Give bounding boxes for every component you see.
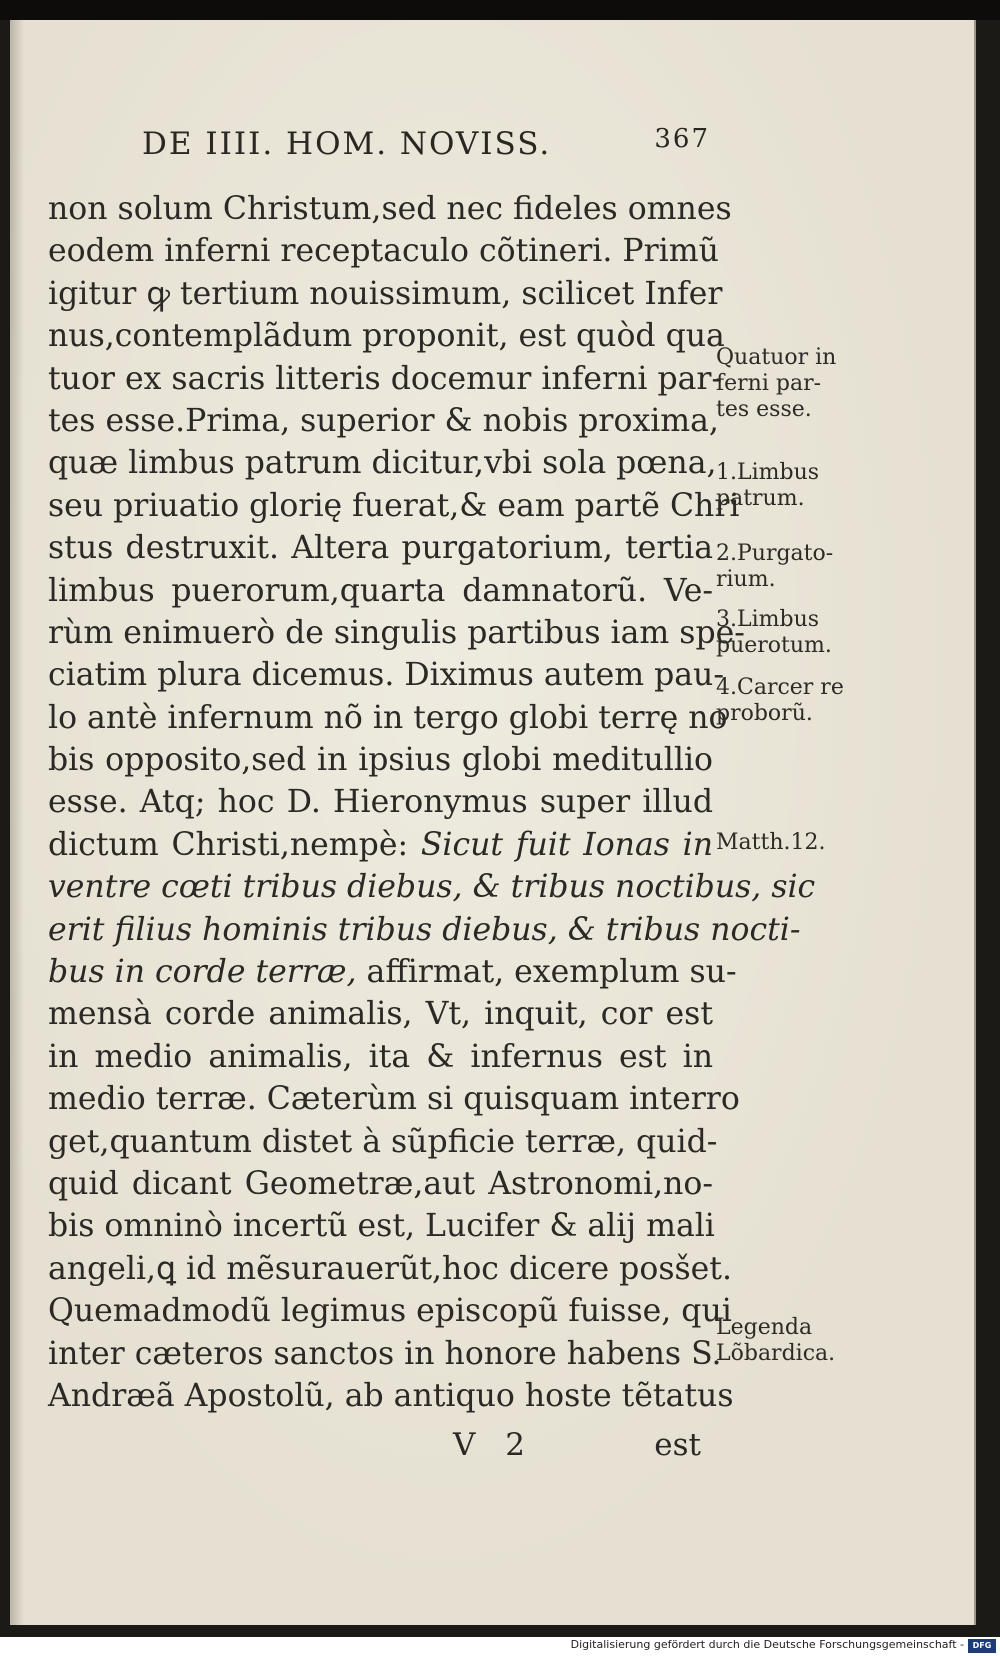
text-line: mensà corde animalis, Vt, inquit, cor est: [48, 996, 713, 1033]
margin-note-line: Lõbardica.: [716, 1341, 836, 1366]
margin-note: [716, 460, 881, 512]
margin-note: [716, 1315, 881, 1367]
margin-note: [716, 675, 881, 727]
margin-note-line: puerotum.: [716, 633, 832, 658]
margin-note: [716, 830, 881, 856]
text-line: get,quantum distet à sũpficie terræ, quid-: [48, 1123, 718, 1160]
quotation-line: ventre cœti tribus diebus, & tribus noctibus, sic: [48, 869, 816, 906]
text-line: limbus puerorum,quarta damnatorũ. Ve-: [48, 572, 713, 609]
text-line: nus,contemplãdum proponit, est quòd qua: [48, 318, 725, 355]
margin-note: [716, 345, 881, 423]
text-line: ciatim plura dicemus. Diximus autem pau-: [48, 657, 724, 694]
text-line: quid dicant Geometræ,aut Astronomi,no-: [48, 1165, 713, 1202]
text-line: lo antè infernum nõ in tergo globi terrę no: [48, 699, 728, 736]
text-line: in medio animalis, ita & infernus est in: [48, 1038, 713, 1075]
catchword: est: [654, 1427, 701, 1463]
margin-note: [716, 607, 881, 659]
margin-note-line: 3.Limbus: [716, 607, 820, 632]
margin-note: [716, 541, 881, 593]
running-title: DE IIII. HOM. NOVISS.: [142, 126, 552, 162]
text-line: Quemadmodũ legimus episcopũ fuisse, qui: [48, 1293, 732, 1330]
text-line: inter cæteros sanctos in honore habens S.: [48, 1335, 722, 1372]
text-line: eodem inferni receptaculo cõtineri. Primũ: [48, 233, 719, 270]
text-line: Andræã Apostolũ, ab antiquo hoste tẽtatus: [48, 1377, 734, 1414]
quotation-line: erit filius hominis tribus diebus, & tribus nocti-: [48, 911, 801, 948]
text-line: rùm enimuerò de singulis partibus iam spe-: [48, 614, 745, 651]
text-line: medio terræ. Cæterùm si quisquam interro: [48, 1081, 740, 1118]
margin-note-line: 2.Purgato-: [716, 541, 834, 566]
margin-note-line: tes esse.: [716, 397, 812, 422]
credit-text: Digitalisierung gefördert durch die Deutsche Forschungsgemeinschaft -: [570, 1638, 964, 1651]
margin-note-line: Matth.12.: [716, 830, 826, 855]
margin-note-line: Legenda: [716, 1315, 813, 1340]
scan-top-edge: [0, 0, 1000, 20]
text-line: bis opposito,sed in ipsius globi meditullio: [48, 742, 713, 779]
text-line: quæ limbus patrum dicitur,vbi sola pœna,: [48, 445, 717, 482]
quotation-italic: Sicut fuit Ionas in: [420, 826, 713, 863]
text-line: stus destruxit. Altera purgatorium, tertia: [48, 530, 713, 567]
book-page: [10, 20, 976, 1625]
margin-note-line: ferni par-: [716, 371, 822, 396]
page-footer: [48, 1425, 713, 1469]
dfg-logo: DFG: [968, 1639, 996, 1653]
text-line: non solum Christum,sed nec fideles omnes: [48, 191, 732, 227]
margin-note-line: rium.: [716, 567, 776, 592]
text-line: esse. Atq; hoc D. Hieronymus super illud: [48, 784, 713, 821]
page-number: 367: [654, 124, 710, 154]
digitization-credit-bar: [0, 1637, 1000, 1656]
text-line: tuor ex sacris litteris docemur inferni par-: [48, 360, 723, 397]
text-line-mixed: [48, 824, 713, 866]
text-line-mixed: [48, 951, 737, 993]
text-line: angeli,ꝗ id mẽsurauerũt,hoc dicere posšet.: [48, 1250, 732, 1287]
text-line: seu priuatio glorię fuerat,& eam partẽ Chri: [48, 487, 740, 524]
text-span: dictum Christi,nempè:: [48, 826, 409, 863]
text-line: igitur ꝙ tertium nouissimum, scilicet Infer: [48, 275, 723, 312]
signature-mark: V 2: [453, 1427, 535, 1463]
quotation-italic: bus in corde terræ,: [48, 954, 357, 991]
page-header: [130, 120, 710, 170]
margin-note-line: 1.Limbus: [716, 460, 820, 485]
text-span: affirmat, exemplum su-: [366, 954, 737, 991]
margin-note-line: proborũ.: [716, 701, 813, 726]
margin-note-line: Quatuor in: [716, 345, 837, 370]
text-line: tes esse.Prima, superior & nobis proxima,: [48, 402, 719, 439]
margin-note-line: 4.Carcer re: [716, 675, 844, 700]
margin-note-line: patrum.: [716, 486, 805, 511]
text-line: bis omninò incertũ est, Lucifer & alij mali: [48, 1208, 715, 1245]
